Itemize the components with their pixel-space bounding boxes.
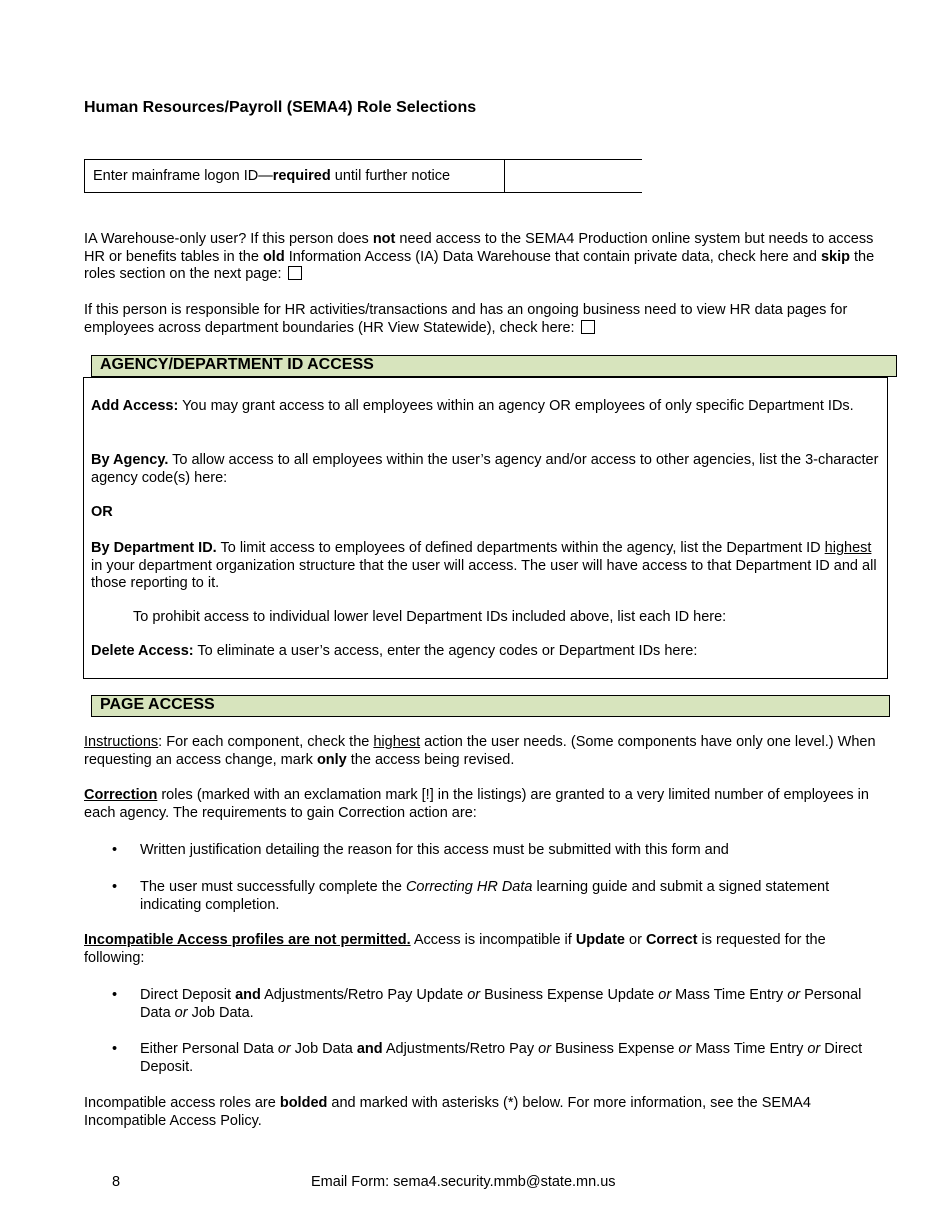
incompatible-rule-1: Direct Deposit and Adjustments/Retro Pay Update or Business Expense Update or Mass Time Entry or Personal Data or Job Data. — [140, 987, 862, 1021]
incompatible-note-paragraph: Incompatible access roles are bolded and marked with asterisks (*) below. For more information, see the SEMA4 Incompatible Access Policy. — [84, 1095, 811, 1129]
correction-paragraph: Correction roles (marked with an exclamation mark [!] in the listings) are granted to a very limited number of employees in each agency. The requirements to gain Correction action are: — [84, 787, 869, 821]
bullet-marker: • — [112, 842, 118, 858]
ia-warehouse-paragraph: IA Warehouse-only user? If this person does not need access to the SEMA4 Production online system but needs to access HR or benefits tables in the old Information Access (IA) Data Warehouse that contain private data, check here and skip the roles section on the next page: — [84, 231, 875, 282]
page-access-header: PAGE ACCESS — [91, 695, 890, 717]
delete-access-paragraph: Delete Access: To eliminate a user’s access, enter the agency codes or Department IDs here: — [91, 643, 698, 659]
bullet-marker: • — [112, 879, 118, 895]
logon-id-input[interactable] — [504, 160, 642, 192]
prohibit-paragraph: To prohibit access to individual lower level Department IDs included above, list each ID here: — [133, 609, 727, 625]
bullet-marker: • — [112, 987, 118, 1003]
page-number: 8 — [112, 1174, 121, 1190]
ia-warehouse-checkbox[interactable] — [288, 266, 302, 280]
hr-view-paragraph: If this person is responsible for HR activities/transactions and has an ongoing business need to view HR data pages for employees across department boundaries (HR View Statewide), check here: — [84, 302, 848, 336]
by-department-paragraph: By Department ID. To limit access to employees of defined departments within the agency, list the Department ID highest in your department organization structure that the user will access. The user will have access to that Department ID and all those reporting to it. — [91, 540, 877, 591]
footer-email: Email Form: sema4.security.mmb@state.mn.us — [311, 1174, 616, 1190]
agency-section-header: AGENCY/DEPARTMENT ID ACCESS — [91, 355, 897, 377]
incompatible-rule-2: Either Personal Data or Job Data and Adjustments/Retro Pay or Business Expense or Mass Time Entry or Direct Deposit. — [140, 1041, 863, 1075]
page-title: Human Resources/Payroll (SEMA4) Role Selections — [84, 99, 477, 116]
instructions-paragraph: Instructions: For each component, check the highest action the user needs. (Some components have only one level.) When requesting an access change, mark only the access being revised. — [84, 734, 876, 768]
add-access-paragraph: Add Access: You may grant access to all employees within an agency OR employees of only specific Department IDs. — [91, 398, 854, 414]
incompatible-paragraph: Incompatible Access profiles are not permitted. Access is incompatible if Update or Correct is requested for the following: — [84, 932, 826, 966]
hr-view-statewide-checkbox[interactable] — [581, 320, 595, 334]
or-label: OR — [91, 504, 113, 520]
correction-requirement-1: Written justification detailing the reason for this access must be submitted with this form and — [140, 842, 729, 858]
by-agency-paragraph: By Agency. To allow access to all employees within the user’s agency and/or access to other agencies, list the 3-character agency code(s) here: — [91, 452, 879, 486]
logon-id-table — [84, 159, 642, 193]
logon-id-label: Enter mainframe logon ID—required until further notice — [93, 168, 451, 184]
bullet-marker: • — [112, 1041, 118, 1057]
correction-requirement-2: The user must successfully complete the Correcting HR Data learning guide and submit a signed statement indicating completion. — [140, 879, 830, 913]
agency-section-box — [83, 377, 888, 679]
